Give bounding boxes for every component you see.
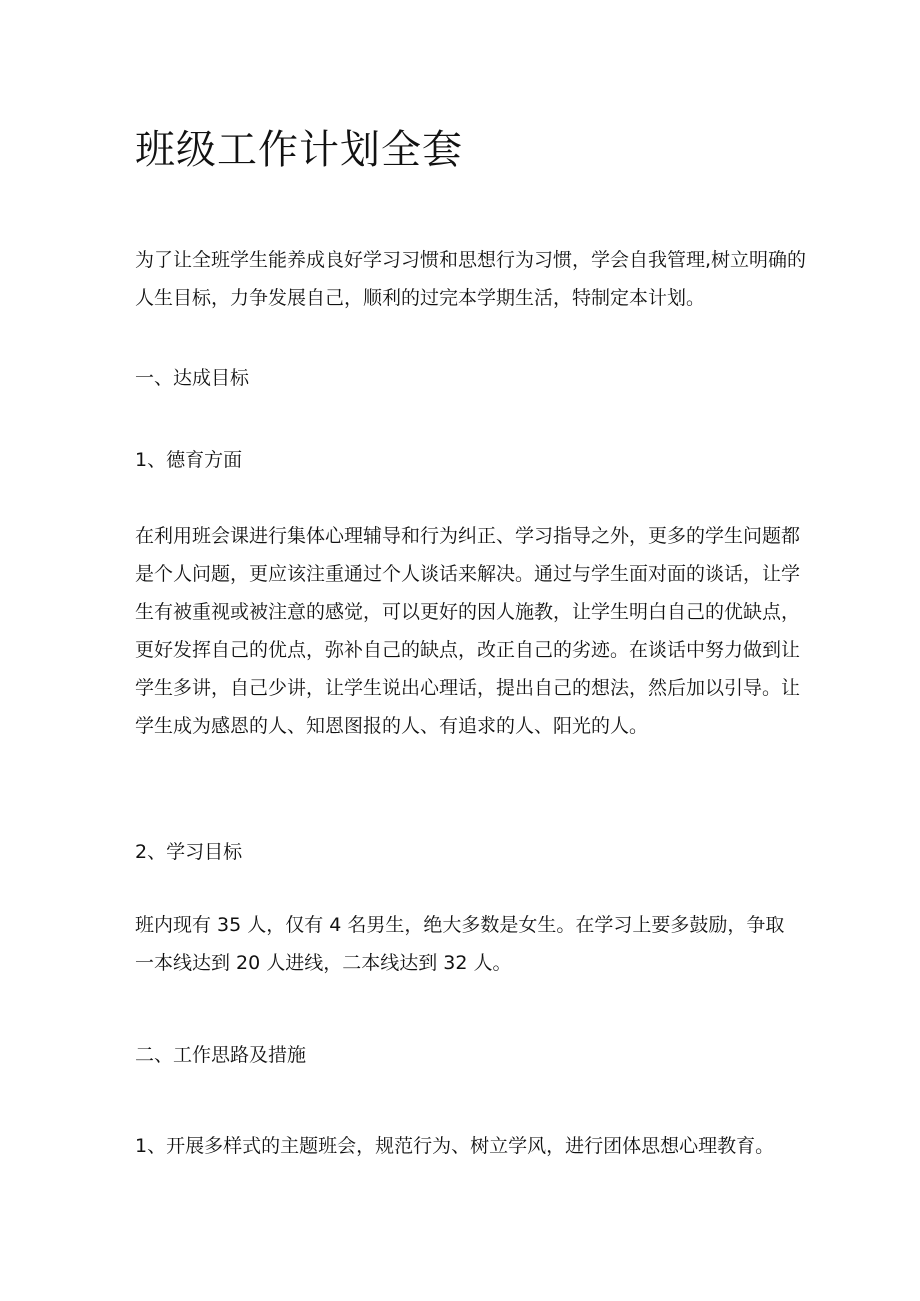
intro-line-2: 人生目标，力争发展自己，顺利的过完本学期生活，特制定本计划。: [135, 287, 706, 309]
moral-line-3: 生有被重视或被注意的感觉，可以更好的因人施教，让学生明白自己的优缺点，: [135, 601, 801, 623]
subsection-heading-moral: 1、德育方面: [135, 449, 243, 471]
study-line-2: 一本线达到 20 人进线，二本线达到 32 人。: [135, 952, 512, 974]
moral-paragraph: [135, 517, 800, 745]
moral-line-2: 是个人问题，更应该注重通过个人谈话来解决。通过与学生面对面的谈话，让学: [135, 563, 801, 585]
moral-line-6: 学生成为感恩的人、知恩图报的人、有追求的人、阳光的人。: [135, 715, 649, 737]
intro-paragraph: [135, 241, 806, 317]
study-paragraph: [135, 906, 784, 982]
moral-line-1: 在利用班会课进行集体心理辅导和行为纠正、学习指导之外，更多的学生问题都: [135, 525, 801, 547]
subsection-heading-study: 2、学习目标: [135, 841, 243, 863]
moral-line-4: 更好发挥自己的优点，弥补自己的缺点，改正自己的劣迹。在谈话中努力做到让: [135, 639, 801, 661]
section-heading-goals: 一、达成目标: [135, 367, 250, 389]
section-heading-measures: 二、工作思路及措施: [135, 1044, 307, 1066]
document-title: 班级工作计划全套: [135, 127, 463, 173]
moral-line-5: 学生多讲，自己少讲，让学生说出心理话，提出自己的想法，然后加以引导。让: [135, 677, 801, 699]
intro-line-1: 为了让全班学生能养成良好学习习惯和思想行为习惯，学会自我管理,树立明确的: [135, 249, 807, 271]
measures-item-1: 1、开展多样式的主题班会，规范行为、树立学风，进行团体思想心理教育。: [135, 1135, 775, 1157]
study-line-1: 班内现有 35 人，仅有 4 名男生，绝大多数是女生。在学习上要多鼓励，争取: [135, 914, 785, 936]
